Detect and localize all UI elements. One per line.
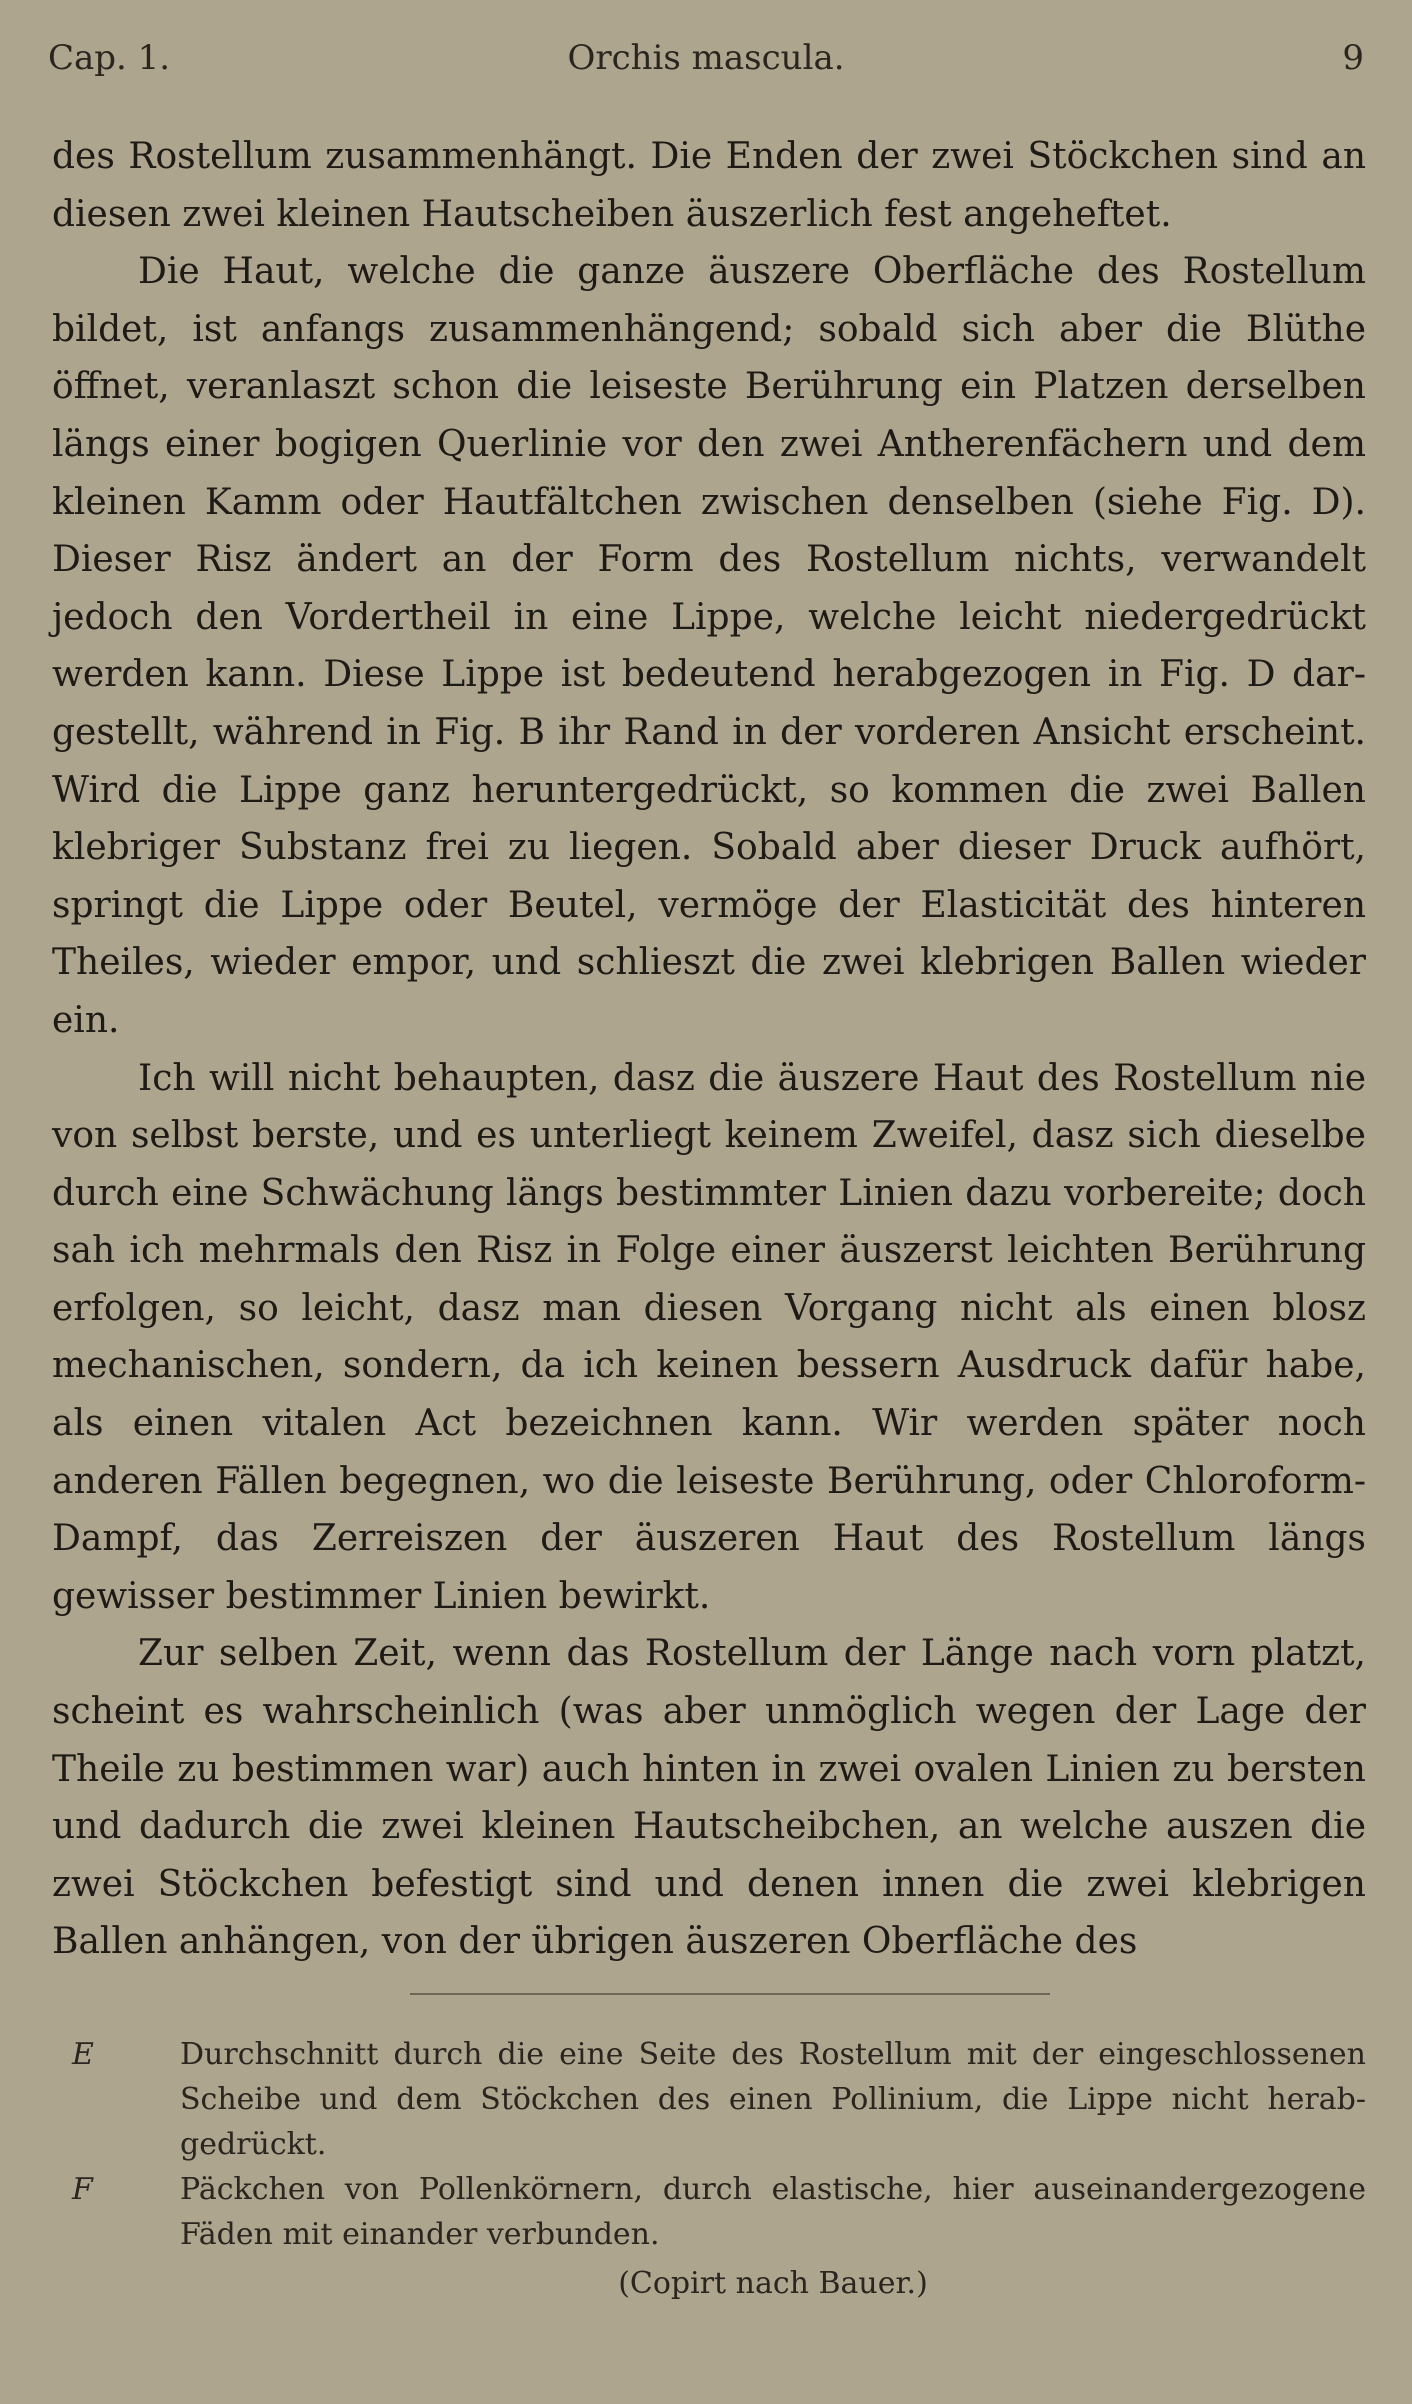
legend-item-f	[70, 2167, 1366, 2257]
paragraph-1: des Rostellum zusammenhängt. Die Enden der zwei Stöckchen sind an diesen zwei kleinen Hautscheiben äuszerlich fest angeheftet.	[52, 136, 1366, 235]
legend-source-caption: (Copirt nach Bauer.)	[618, 2266, 928, 2301]
legend-letter-f: F	[72, 2172, 93, 2207]
legend-letter-e: E	[72, 2037, 94, 2072]
legend-text-f: Päckchen von Pollenkörnern, durch elastische, hier auseinandergezogene Fäden mit einander verbunden.	[180, 2172, 1366, 2252]
running-header	[48, 30, 1364, 86]
legend-text-e: Durchschnitt durch die eine Seite des Rostellum mit der eingeschlossenen Scheibe und dem Stöckchen des einen Pollinium, die Lippe nicht herabgedrückt.	[180, 2037, 1366, 2162]
paragraph-4: Zur selben Zeit, wenn das Rostellum der Länge nach vorn platzt, scheint es wahrscheinlich (was aber unmöglich wegen der Lage der Theile zu bestimmen war) auch hinten in zwei ovalen Linien zu bersten und dadurch die zwei kleinen Hautscheibchen, an welche auszen die zwei Stöckchen befestigt sind und denen innen die zwei klebrigen Ballen anhängen, von der übrigen äuszeren Oberfläche des	[52, 1633, 1366, 1963]
page-number: 9	[1342, 38, 1364, 78]
legend-item-e	[70, 2032, 1366, 2167]
figure-legend	[70, 2032, 1366, 2306]
paragraph-3: Ich will nicht behaupten, dasz die äuszere Haut des Rostellum nie von selbst berste, und es unterliegt keinem Zweifel, dasz sich dieselbe durch eine Schwächung längs bestimmter Linien dazu vorbereite; doch sah ich mehrmals den Risz in Folge einer äuszerst leichten Berührung erfolgen, so leicht, dasz man diesen Vorgang nicht als einen blosz mechanischen, sondern, da ich keinen bessern Ausdruck dafür habe, als einen vitalen Act bezeichnen kann. Wir werden später noch anderen Fällen begegnen, wo die leiseste Berührung, oder Chloroform-Dampf, das Zerreiszen der äuszeren Haut des Rostellum längs gewisser bestimmer Linien bewirkt.	[52, 1057, 1366, 1617]
paragraph-2: Die Haut, welche die ganze äuszere Oberfläche des Rostellum bildet, ist anfangs zusammenhängend; sobald sich aber die Blüthe öffnet, veranlaszt schon die leiseste Berührung ein Platzen derselben längs einer bogigen Querlinie vor den zwei Antherenfächern und dem kleinen Kamm oder Hautfältchen zwischen denselben (siehe Fig. D). Dieser Risz ändert an der Form des Rostellum nichts, verwandelt jedoch den Vordertheil in eine Lippe, welche leicht niedergedrückt werden kann. Diese Lippe ist bedeutend herabgezogen in Fig. D dargestellt, während in Fig. B ihr Rand in der vorderen Ansicht erscheint. Wird die Lippe ganz heruntergedrückt, so kommen die zwei Ballen klebriger Substanz frei zu liegen. Sobald aber dieser Druck aufhört, springt die Lippe oder Beutel, vermöge der Elasticität des hinteren Theiles, wieder empor, und schlieszt die zwei klebrigen Ballen wieder ein.	[52, 251, 1366, 1041]
footnote-divider	[410, 1993, 1050, 1995]
body-text	[52, 128, 1366, 1971]
chapter-label: Cap. 1.	[48, 38, 171, 78]
running-title: Orchis mascula.	[567, 38, 845, 78]
